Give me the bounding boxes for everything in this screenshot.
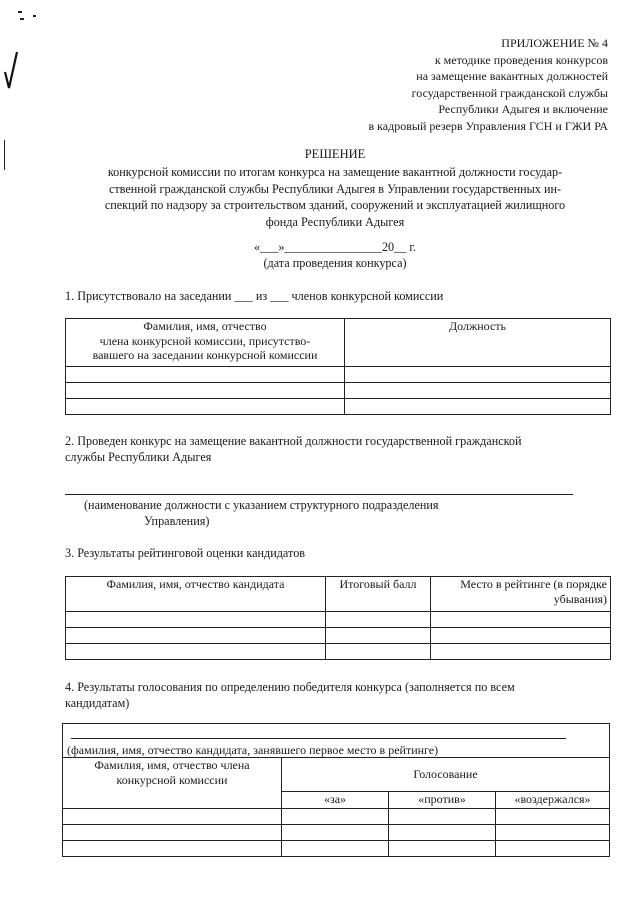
attendance-col-position: Должность (345, 319, 611, 367)
table-row (66, 612, 611, 628)
position-fill-line (65, 494, 573, 495)
table-row (66, 644, 611, 660)
section2-caption-line: (наименование должности с указанием структурного подразделения (84, 498, 439, 512)
voting-col-vote: Голосование (282, 758, 610, 792)
table-row (63, 809, 610, 825)
table-row (66, 367, 611, 383)
section2-caption-line: Управления) (144, 514, 210, 528)
voting-candidate-caption: (фамилия, имя, отчество кандидата, занявшего первое место в рейтинге) (67, 742, 439, 757)
subtitle-line: ственной гражданской службы Республики Адыгея в Управлении государственных ин- (108, 181, 562, 196)
voting-candidate-cell (63, 724, 610, 758)
decision-title: РЕШЕНИЕ (304, 147, 366, 161)
appendix-title: ПРИЛОЖЕНИЕ № 4 (501, 36, 608, 50)
appendix-header (368, 35, 608, 135)
section1-text: 1. Присутствовало на заседании ___ из ___ членов конкурсной комиссии (65, 289, 444, 303)
rating-col-name: Фамилия, имя, отчество кандидата (66, 577, 326, 612)
section2-line: службы Республики Адыгея (65, 450, 212, 464)
attendance-col-name: Фамилия, имя, отчество члена конкурсной комиссии, присутство- вавшего на заседании конкурсной комиссии (66, 319, 345, 367)
rating-col-place: Место в рейтинге (в порядке убывания) (431, 577, 611, 612)
table-row (63, 825, 610, 841)
appendix-line: на замещение вакантных должностей (416, 69, 608, 84)
table-row (63, 841, 610, 857)
appendix-line: в кадровый резерв Управления ГСН и ГЖИ РА (368, 118, 608, 133)
scan-mark-top-left (18, 11, 22, 13)
section2-text (65, 433, 615, 465)
section2-line: 2. Проведен конкурс на замещение вакантной должности государственной гражданской (65, 434, 522, 448)
section4-line: кандидатам) (65, 696, 130, 710)
section4-text (65, 679, 615, 711)
subtitle-line: фонда Республики Адыгея (265, 214, 405, 229)
section4-line: 4. Результаты голосования по определению победителя конкурса (заполняется по всем (65, 680, 515, 694)
attendance-table (65, 318, 611, 415)
candidate-fill-line (71, 738, 566, 739)
subtitle-line: спекций по надзору за строительством зданий, сооружений и эксплуатацией жилищного (104, 198, 566, 213)
subtitle-line: конкурсной комиссии по итогам конкурса на замещение вакантной должности государ- (107, 165, 563, 179)
date-caption: (дата проведения конкурса) (263, 255, 407, 270)
voting-col-abstain: «воздержался» (496, 792, 610, 809)
appendix-line: государственной гражданской службы (411, 85, 608, 100)
appendix-line: к методике проведения конкурсов (434, 52, 608, 67)
date-line: «___»________________20__ г. (253, 240, 417, 254)
appendix-line: Республики Адыгея и включение (438, 102, 608, 117)
section3-text: 3. Результаты рейтинговой оценки кандидатов (65, 546, 306, 560)
voting-table (62, 723, 610, 857)
scan-mark-top-left-3 (20, 18, 24, 20)
scan-edge-line (4, 140, 5, 170)
rating-table (65, 576, 611, 660)
scan-mark-top-left-2 (33, 15, 36, 17)
table-row (66, 399, 611, 415)
decision-subtitle (60, 164, 610, 230)
voting-col-for: «за» (282, 792, 389, 809)
scan-mark-tick (4, 50, 18, 90)
rating-col-score: Итоговый балл (326, 577, 431, 612)
section2-caption (84, 497, 439, 529)
table-row (66, 383, 611, 399)
table-row (66, 628, 611, 644)
date-block (60, 240, 610, 271)
voting-col-member: Фамилия, имя, отчество члена конкурсной комиссии (63, 758, 282, 809)
voting-col-against: «против» (389, 792, 496, 809)
